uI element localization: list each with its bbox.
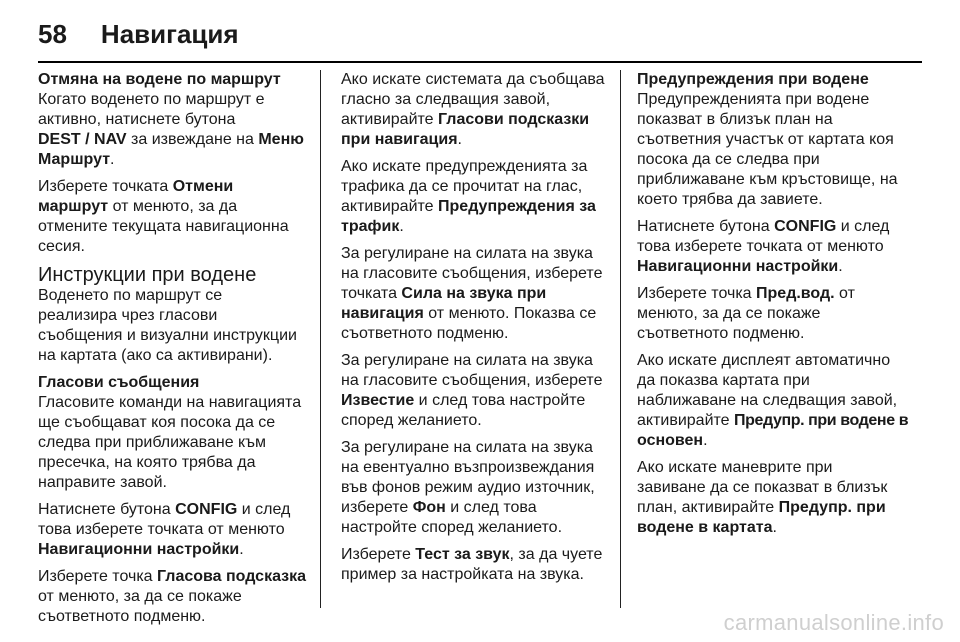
- text: трафика да се прочитат на глас,: [341, 178, 583, 195]
- paragraph: [38, 567, 310, 627]
- paragraph: [38, 177, 310, 257]
- text: на картата (ако са активирани).: [38, 347, 273, 364]
- paragraph: [341, 157, 613, 237]
- text: За регулиране на силата на звука: [341, 245, 593, 262]
- text: .: [457, 131, 462, 148]
- menu-item: Тест за звук: [415, 546, 510, 563]
- text: и след: [836, 218, 890, 235]
- section-heading: Инструкции при водене: [38, 264, 257, 286]
- page-title: Навигация: [100, 18, 239, 49]
- text: Натиснете бутона: [637, 218, 775, 235]
- text: .: [772, 519, 777, 536]
- button-name: CONFIG: [175, 501, 238, 518]
- text: Воденето по маршрут се: [38, 287, 223, 304]
- header-rule: [38, 61, 922, 63]
- menu-item: Известие: [341, 392, 415, 409]
- text: активно, натиснете бутона: [38, 111, 236, 128]
- text: За регулиране на силата на звука: [341, 439, 593, 456]
- paragraph: [38, 90, 310, 170]
- text: на евентуално възпроизвеждания: [341, 459, 595, 476]
- text: наближаване на следващия завой,: [637, 392, 898, 409]
- page-header: [38, 14, 922, 54]
- menu-name: Маршрут: [38, 151, 111, 168]
- menu-item: водене в картата: [637, 519, 773, 536]
- text: план, активирайте: [637, 499, 779, 516]
- text: Изберете точката: [38, 178, 173, 195]
- menu-item: трафик: [341, 218, 400, 235]
- paragraph: [637, 217, 927, 277]
- menu-item: Предупр. при: [778, 499, 886, 516]
- text: Ако искате системата да съобщава: [341, 71, 605, 88]
- paragraph: [637, 458, 927, 538]
- text: и след: [237, 501, 291, 518]
- paragraph: [38, 500, 310, 560]
- paragraph: [637, 351, 927, 451]
- menu-item: Предупреждения за: [438, 198, 596, 215]
- text: Изберете точка: [38, 568, 158, 585]
- text: Ако искате маневрите при: [637, 459, 833, 476]
- text: което трябва да завиете.: [637, 191, 823, 208]
- menu-item: Гласова подсказка: [157, 568, 307, 585]
- text: Предупрежденията при водене: [637, 91, 870, 108]
- text: съответното подменю.: [341, 325, 509, 342]
- page-number: 58: [38, 18, 67, 49]
- text: да показва картата при: [637, 372, 810, 389]
- menu-item: Пред.вод.: [756, 285, 835, 302]
- text: За регулиране на силата на звука: [341, 352, 593, 369]
- text: следва при приближаване към: [38, 434, 267, 451]
- text: .: [838, 258, 843, 275]
- text: от менюто. Показва се: [423, 305, 597, 322]
- text: завиване да се показват в близък: [637, 479, 888, 496]
- menu-item: Предупр. при водене в: [734, 412, 909, 429]
- text: реализира чрез гласови: [38, 307, 218, 324]
- paragraph: [637, 284, 927, 344]
- menu-item: маршрут: [38, 198, 109, 215]
- paragraph: [341, 351, 613, 431]
- section-heading: Отмяна на водене по маршрут: [38, 71, 281, 88]
- text: показват в близък план на: [637, 111, 833, 128]
- text: съответния участък от картата коя: [637, 131, 894, 148]
- menu-name: Меню: [258, 131, 304, 148]
- menu-item: навигация: [341, 305, 424, 322]
- text: .: [703, 432, 708, 449]
- paragraph: [637, 90, 927, 210]
- text: точката: [341, 285, 402, 302]
- text: направите завой.: [38, 474, 167, 491]
- text: Ако искате предупрежденията за: [341, 158, 588, 175]
- button-name: CONFIG: [774, 218, 837, 235]
- text: менюто, за да се покаже: [637, 305, 821, 322]
- paragraph: [341, 438, 613, 538]
- text: изберете: [341, 499, 413, 516]
- text: .: [110, 151, 115, 168]
- column-3: [637, 70, 927, 545]
- text: ще съобщават коя посока да се: [38, 414, 276, 431]
- column-divider: [620, 70, 621, 608]
- text: за извеждане на: [126, 131, 259, 148]
- button-name: DEST / NAV: [38, 131, 127, 148]
- text: , за да чуете: [509, 546, 603, 563]
- text: .: [399, 218, 404, 235]
- text: посока да се следва при: [637, 151, 820, 168]
- text: съответното подменю.: [38, 608, 206, 625]
- text: Изберете точка: [637, 285, 757, 302]
- paragraph: [38, 393, 310, 493]
- menu-item: основен: [637, 432, 704, 449]
- text: съобщения и визуални инструкции: [38, 327, 297, 344]
- text: това изберете точката от менюто: [38, 521, 285, 538]
- text: от менюто, за да се покаже: [38, 588, 242, 605]
- menu-item: при навигация: [341, 131, 458, 148]
- column-2: [341, 70, 613, 592]
- text: пресечка, на която трябва да: [38, 454, 256, 471]
- menu-name: Навигационни настройки: [38, 541, 240, 558]
- text: гласно за следващия завой,: [341, 91, 551, 108]
- text: настройте според желанието.: [341, 519, 563, 536]
- menu-item: Фон: [412, 499, 446, 516]
- menu-name: Навигационни настройки: [637, 258, 839, 275]
- text: активирайте: [341, 111, 439, 128]
- text: това изберете точката от менюто: [637, 238, 884, 255]
- paragraph: [341, 244, 613, 344]
- menu-item: Сила на звука при: [401, 285, 547, 302]
- text: отмените текущата навигационна: [38, 218, 289, 235]
- column-1: [38, 70, 310, 634]
- text: сесия.: [38, 238, 85, 255]
- text: .: [239, 541, 244, 558]
- column-divider: [320, 70, 321, 608]
- text: Изберете: [341, 546, 416, 563]
- subsection-heading: Гласови съобщения: [38, 374, 200, 391]
- text: Когато воденето по маршрут е: [38, 91, 265, 108]
- paragraph: [341, 545, 613, 585]
- text: във фонов режим аудио източник,: [341, 479, 595, 496]
- paragraph: [38, 286, 310, 366]
- text: Натиснете бутона: [38, 501, 176, 518]
- text: от: [834, 285, 855, 302]
- text: на гласовите съобщения, изберете: [341, 372, 603, 389]
- text: приближаване към кръстовище, на: [637, 171, 898, 188]
- paragraph: [341, 70, 613, 150]
- text: Гласовите команди на навигацията: [38, 394, 302, 411]
- text: според желанието.: [341, 412, 482, 429]
- watermark: carmanualsonline.info: [723, 610, 944, 635]
- text: на гласовите съобщения, изберете: [341, 265, 603, 282]
- section-heading: Предупреждения при водене: [637, 71, 869, 88]
- text: и след това: [445, 499, 537, 516]
- menu-item: Отмени: [172, 178, 234, 195]
- text: от менюто, за да: [108, 198, 238, 215]
- text: активирайте: [637, 412, 735, 429]
- menu-item: Гласови подсказки: [438, 111, 590, 128]
- text: активирайте: [341, 198, 439, 215]
- text: и след това настройте: [414, 392, 586, 409]
- text: Ако искате дисплеят автоматично: [637, 352, 891, 369]
- text: съответното подменю.: [637, 325, 805, 342]
- text: пример за настройката на звука.: [341, 566, 584, 583]
